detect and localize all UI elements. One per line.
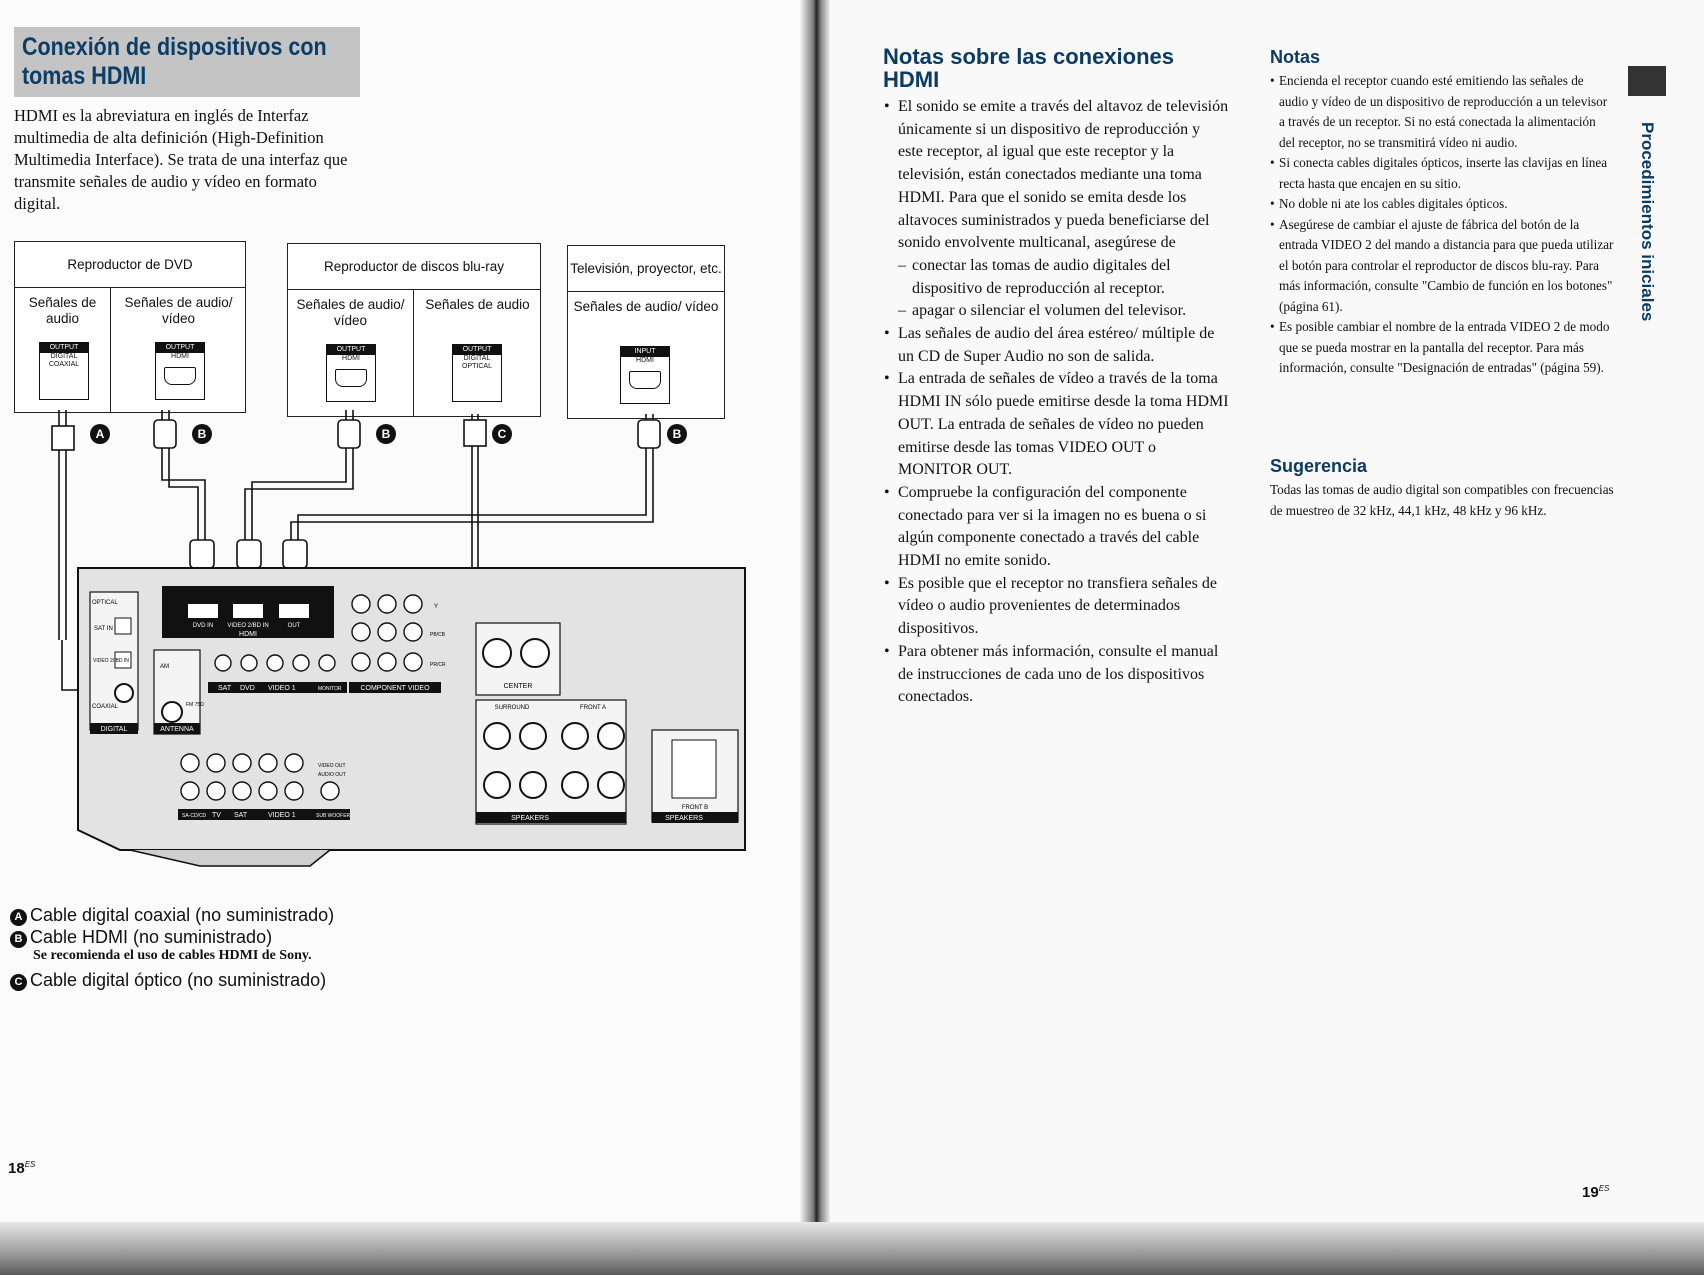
hdmi-plug xyxy=(338,420,360,448)
front-a-label: FRONT A xyxy=(580,705,606,711)
scan-shadow xyxy=(0,1222,1704,1275)
list-item: • Es posible cambiar el nombre de la entrada VIDEO 2 de modo que se pueda mostrar en la pantalla del receptor. Para más información, consulte "Designación de entradas" (página 59). xyxy=(1270,317,1615,379)
page-number-left xyxy=(8,1160,35,1177)
sacd-label: SA-CD/CD xyxy=(182,813,207,819)
legend-marker: C xyxy=(10,974,27,991)
hdmi-out-jack xyxy=(279,604,309,618)
optical-label: OPTICAL xyxy=(92,600,118,606)
notes-bullet-list xyxy=(884,96,1229,709)
video1-label: VIDEO 1 xyxy=(268,685,296,692)
notes-title-line1: Notas sobre las conexiones xyxy=(883,44,1174,69)
port-type: DIGITAL OPTICAL xyxy=(462,355,492,370)
legend-text: Cable HDMI (no suministrado) xyxy=(30,927,273,947)
tv-title: Televisión, proyector, etc. xyxy=(568,246,724,292)
hdmi-plug xyxy=(154,420,176,448)
hdmi-dvd-in-jack xyxy=(188,604,218,618)
port-tag: OUTPUT xyxy=(40,343,88,353)
list-item: • Asegúrese de cambiar el ajuste de fábrica del botón de la entrada VIDEO 2 del mando a distancia para que pueda utilizar el botón para controlar el reproductor de discos blu-ray. Para más información, consulte "Cambio de función en los botones" (página 61). xyxy=(1270,215,1615,318)
hdmi-bd-in-jack xyxy=(233,604,263,618)
coaxial-plug xyxy=(52,426,74,450)
port-type: HDMI xyxy=(636,357,654,364)
component-video-label: COMPONENT VIDEO xyxy=(360,685,430,692)
video-out-label: VIDEO OUT xyxy=(318,763,346,769)
port-tag: INPUT xyxy=(621,347,669,357)
intro-paragraph: HDMI es la abreviatura en inglés de Interfaz multimedia de alta definición (High-Definition Multimedia Interface). Se trata de una interfaz que transmite señales de audio y vídeo en formato digital. xyxy=(14,106,348,213)
bluray-col-av-label: Señales de audio/ vídeo xyxy=(296,297,405,328)
legend-marker: A xyxy=(10,909,27,926)
port-type: HDMI xyxy=(171,353,189,360)
hdmi-dvd-in-label: DVD IN xyxy=(192,623,214,629)
bullet-text: El sonido se emite a través del altavoz de televisión únicamente si un dispositivo de reproducción y este receptor, al igual que este receptor y la televisión, están conectados mediante una toma HDMI. Para que el sonido se emita desde los altavoces suministrados y pueda beneficiarse del sonido envolvente multicanal, asegúrese de xyxy=(898,98,1229,252)
tv-jack-label: TV xyxy=(212,812,221,819)
list-item: • Si conecta cables digitales ópticos, inserte las clavijas en línea recta hasta que encajen en su sitio. xyxy=(1270,153,1615,194)
legend-c xyxy=(10,969,326,991)
sat-label: SAT xyxy=(218,685,232,692)
list-item: • Compruebe la configuración del componente conectado para ver si la imagen no es buena o si algún componente conectado a través del cable HDMI no emite sonido. xyxy=(884,482,1229,573)
sub-bullet: – apagar o silenciar el volumen del televisor. xyxy=(898,300,1229,323)
audio-out-label: AUDIO OUT xyxy=(318,772,346,778)
pb-label: PB/CB xyxy=(430,632,446,638)
tv-col-av-label: Señales de audio/ vídeo xyxy=(573,299,719,314)
dvd-col-audio-label: Señales de audio xyxy=(28,295,97,326)
am-label: AM xyxy=(160,664,169,670)
page-number-value: 18 xyxy=(8,1160,25,1177)
sat-in-label: SAT IN xyxy=(94,626,113,632)
dvd-player-title: Reproductor de DVD xyxy=(15,242,245,288)
antenna-label: ANTENNA xyxy=(160,726,194,733)
port-type: HDMI xyxy=(342,355,360,362)
receiver-rear-panel xyxy=(78,568,745,866)
notas-heading: Notas xyxy=(1270,47,1321,67)
speaker-terminal-block xyxy=(476,700,626,824)
page-number-value: 19 xyxy=(1582,1184,1599,1201)
list-item: • La entrada de señales de vídeo a través de la toma HDMI IN sólo puede emitirse desde la toma HDMI OUT. La entrada de señales de vídeo no pueden emitirse desde las tomas VIDEO OUT o MONITOR OUT. xyxy=(884,368,1229,482)
y-label: Y xyxy=(434,604,439,610)
legend-b xyxy=(10,926,272,948)
page-suffix: ES xyxy=(1598,1184,1610,1193)
pr-label: PR/CR xyxy=(430,662,446,668)
hdmi-bd-in-label: VIDEO 2/BD IN xyxy=(227,623,269,629)
sub-bullet: – conectar las tomas de audio digitales del dispositivo de reproducción al receptor. xyxy=(898,255,1229,300)
video2-bd-in-label: VIDEO 2/ BD IN xyxy=(93,658,129,664)
hdmi-plug xyxy=(190,540,214,568)
speakers-label: SPEAKERS xyxy=(511,815,549,822)
sat-audio-label: SAT xyxy=(234,812,248,819)
video1-audio-label: VIDEO 1 xyxy=(268,812,296,819)
connection-diagram xyxy=(0,0,812,880)
coaxial-label: COAXIAL xyxy=(92,704,119,710)
bluray-player-title: Reproductor de discos blu-ray xyxy=(288,244,540,290)
center-label: CENTER xyxy=(503,683,533,690)
notes-title xyxy=(883,45,1174,91)
list-item: • Es posible que el receptor no transfiera señales de vídeo o audio provenientes de determinados dispositivos. xyxy=(884,573,1229,641)
chapter-thumb-tab xyxy=(1628,66,1666,96)
list-item: • Encienda el receptor cuando esté emitiendo las señales de audio y vídeo de un dispositivo de reproducción a un televisor a través de un receptor. Si no está conectada la alimentación del receptor, no se transmitirá vídeo ni audio. xyxy=(1270,71,1615,153)
port-tag: OUTPUT xyxy=(156,343,204,353)
chapter-name: Procedimientos iniciales xyxy=(1638,122,1657,322)
list-item: • No doble ni ate los cables digitales ópticos. xyxy=(1270,194,1615,215)
coaxial-jack xyxy=(115,684,133,702)
section-title-line1: Conexión de dispositivos con xyxy=(22,33,327,61)
dvd-col-av-label: Señales de audio/ vídeo xyxy=(124,295,233,326)
legend-a xyxy=(10,904,334,926)
hdmi-cable-bluray xyxy=(245,410,353,540)
optical-sat-jack xyxy=(115,618,131,634)
subwoofer-label: SUB WOOFER xyxy=(316,813,351,819)
notes-title-line2: HDMI xyxy=(883,67,940,92)
surround-label: SURROUND xyxy=(494,705,530,711)
fm-antenna-jack xyxy=(162,702,182,722)
hdmi-plug xyxy=(638,420,660,448)
legend-text: Cable digital óptico (no suministrado) xyxy=(30,970,327,990)
marker-a-label: A xyxy=(95,427,105,441)
notas-list xyxy=(1270,71,1615,379)
legend-marker: B xyxy=(10,931,27,948)
list-item: • Las señales de audio del área estéreo/ múltiple de un CD de Super Audio no son de salida. xyxy=(884,323,1229,368)
hdmi-plug xyxy=(237,540,261,568)
front-b-label: FRONT B xyxy=(681,805,709,811)
hdmi-label: HDMI xyxy=(239,631,257,638)
legend-note: Se recomienda el uso de cables HDMI de Sony. xyxy=(33,948,312,963)
legend-text: Cable digital coaxial (no suministrado) xyxy=(30,905,335,925)
digital-label: DIGITAL xyxy=(100,726,128,733)
marker-b-label: B xyxy=(672,427,682,441)
optical-plug xyxy=(464,420,486,446)
hdmi-out-label: OUT xyxy=(287,623,301,629)
hdmi-plug xyxy=(283,540,307,568)
marker-b-label: B xyxy=(381,427,391,441)
cable-markers xyxy=(90,424,687,444)
page-number-right xyxy=(1582,1184,1609,1201)
marker-c-label: C xyxy=(497,427,507,441)
port-tag: OUTPUT xyxy=(327,345,375,355)
port-type: DIGITAL COAXIAL xyxy=(48,353,80,368)
coaxial-cable-a-run xyxy=(59,470,66,640)
port-tag: OUTPUT xyxy=(453,345,501,355)
chapter-side-tab xyxy=(1628,104,1666,340)
list-item xyxy=(884,96,1229,323)
dvd-label: DVD xyxy=(240,685,255,692)
sugerencia-text: Todas las tomas de audio digital son compatibles con frecuencias de muestreo de 32 kHz, 44,1 kHz, 48 kHz y 96 kHz. xyxy=(1270,482,1614,518)
page-suffix: ES xyxy=(24,1160,36,1169)
speakers-b-label: SPEAKERS xyxy=(665,815,703,822)
fm-label: FM 75Ω xyxy=(186,702,204,708)
bluray-col-audio-label: Señales de audio xyxy=(425,297,530,312)
sugerencia-heading: Sugerencia xyxy=(1270,456,1368,476)
monitor-label: MONITOR xyxy=(318,686,342,692)
list-item: • Para obtener más información, consulte el manual de instrucciones de cada uno de los dispositivos conectados. xyxy=(884,641,1229,709)
marker-b-label: B xyxy=(197,427,207,441)
section-title-line2: tomas HDMI xyxy=(22,62,147,90)
cable-plugs xyxy=(52,420,660,568)
